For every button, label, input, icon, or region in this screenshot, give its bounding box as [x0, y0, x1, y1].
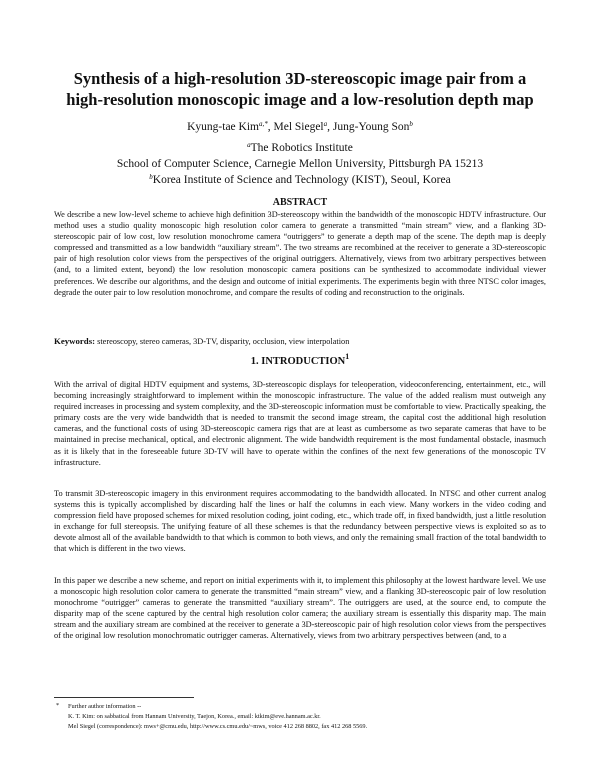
author-2-mark: a	[323, 120, 328, 128]
keywords-label: Keywords:	[54, 336, 96, 346]
author-3-mark: b	[409, 120, 413, 128]
footnote-line-1: Further author information --	[68, 703, 142, 710]
abstract-text: We describe a new low-level scheme to achieve high definition 3D-stereoscopy within the bandwidth of the monoscopic HDTV infrastructure. Our method uses a studio quality monoscopic high resolution color camera to generate a transmitted “main stream” view, and a flanking 3D-stereoscopic pair of low cost, low resolution monochrome camera “outriggers” to generate a depth map of the scene. The depth map is deeply compressed and transmitted as a low bandwidth “auxiliary stream”. The two streams are recombined at the receiver to generate a 3D-stereoscopic pair of high resolution color views from the perspectives of the original outriggers. Alternatively, views from two arbitrary perspectives between (and, to a limited extent, beyond) the low resolution monoscopic camera positions can be synthesized to accommodate individual viewer preferences. We describe our algorithms, and the design and outcome of initial experiments. The experiments begin with three NTSC color images, degrade the outer pair to low resolution monochrome, and compare the results of coding and reconstruction to the originals.	[54, 210, 546, 297]
section-heading-text: 1. INTRODUCTION	[250, 356, 346, 367]
intro-paragraph-3: In this paper we describe a new scheme, and report on initial experiments with it, to implement this philosophy at the lowest hardware level. We use a monoscopic high resolution color camera to generate the transmitted “main stream” view, and a flanking 3D-stereoscopic pair of low resolution monochrome “outrigger” cameras to generate the transmitted “auxiliary stream”. The outriggers are used, at the source end, to compute the disparity map of the scene captured by the central high resolution color camera; the auxiliary stream is essentially this disparity map. The main stream and the auxiliary stream are combined at the receiver to generate a 3D-stereoscopic pair of high resolution color views from the perspectives of the original low resolution monochromatic outrigger cameras. Alternatively, views from two arbitrary perspectives between (and, to a	[54, 576, 546, 641]
footnote-line-3: Mel Siegel (correspondence): mws+@cmu.edu, http://www.cs.cmu.edu/~mws, voice 412 268 8802, fax 412 268 5569.	[68, 723, 368, 730]
footnote-divider	[54, 697, 194, 698]
section-heading-introduction	[40, 352, 560, 367]
author-3: Jung-Young Son	[332, 121, 410, 133]
intro-paragraph-2: To transmit 3D-stereoscopic imagery in this environment requires accommodating to the bandwidth allocated. In NTSC and other current analog systems this is typically accomplished by discarding half the lines or half the columns in each view. Many workers in the video coding and compression field have proposed schemes for mixed resolution coding, joint coding, etc., which trade off, in fixed bandwidth, just a little resolution in exchange for full stereopsis. The unifying feature of all these schemes is that the redundancy between perspective views is exploited so as to devote almost all of the available bandwidth to that which is common to both views, and only the remaining small fraction of the total bandwidth to that which is different in the two views.	[54, 489, 546, 554]
affil-b-mark: b	[149, 173, 153, 181]
abstract-heading: ABSTRACT	[272, 197, 328, 208]
footnote-mark: *	[56, 702, 60, 709]
affiliations	[40, 140, 560, 188]
paper-title	[40, 68, 560, 110]
intro-paragraph-1: With the arrival of digital HDTV equipment and systems, 3D-stereoscopic displays for teleoperation, videoconferencing, entertainment, etc., will becoming increasingly straightforward to implement within the monoscopic infrastructure. The value of the added realism must outweigh any required increases in processing and system complexity, and the 3D-stereoscopic information must be comfortable to view. Practically speaking, the primary costs are the very wide bandwidth that is needed to transmit the second image stream, the capital cost the additional high resolution cameras, and the functional costs of using 3D-stereoscopic camera rigs that are at least as cumbersome as two separate cameras that have to be maintained in precise mechanical, optical, and electronic alignment. The wide bandwidth requirement is the most fundamental obstacle, inasmuch as it is likely that in the foreseeable future 3D-TV will have to operate within the confines of the next few generations of the monoscopic TV infrastructure.	[54, 380, 546, 467]
affil-a-line1: The Robotics Institute	[250, 142, 353, 154]
keywords-text: stereoscopy, stereo cameras, 3D-TV, disparity, occlusion, view interpolation	[97, 337, 350, 346]
author-2: Mel Siegel	[273, 121, 324, 133]
title-line-2: high-resolution monoscopic image and a low-resolution depth map	[66, 90, 534, 109]
author-1: Kyung-tae Kim	[187, 121, 259, 133]
section-footnote-mark: 1	[345, 352, 350, 361]
affil-a-line2: School of Computer Science, Carnegie Mellon University, Pittsburgh PA 15213	[116, 158, 484, 170]
affil-a-mark: a	[247, 141, 251, 149]
title-line-1: Synthesis of a high-resolution 3D-stereoscopic image pair from a	[73, 69, 527, 88]
keywords	[54, 336, 546, 347]
footnote-line-2: K. T. Kim: on sabbatical from Hannam University, Taejon, Korea., email: ktkim@eve.hannam.ac.kr.	[68, 713, 321, 720]
affil-b-line: Korea Institute of Science and Technology (KIST), Seoul, Korea	[152, 174, 451, 186]
author-1-mark: a,*	[258, 120, 268, 128]
author-list: Kyung-tae Kim$^{a,*}$, Mel Siegel$^a$, Jung-Young Son$^b$	[187, 120, 413, 133]
